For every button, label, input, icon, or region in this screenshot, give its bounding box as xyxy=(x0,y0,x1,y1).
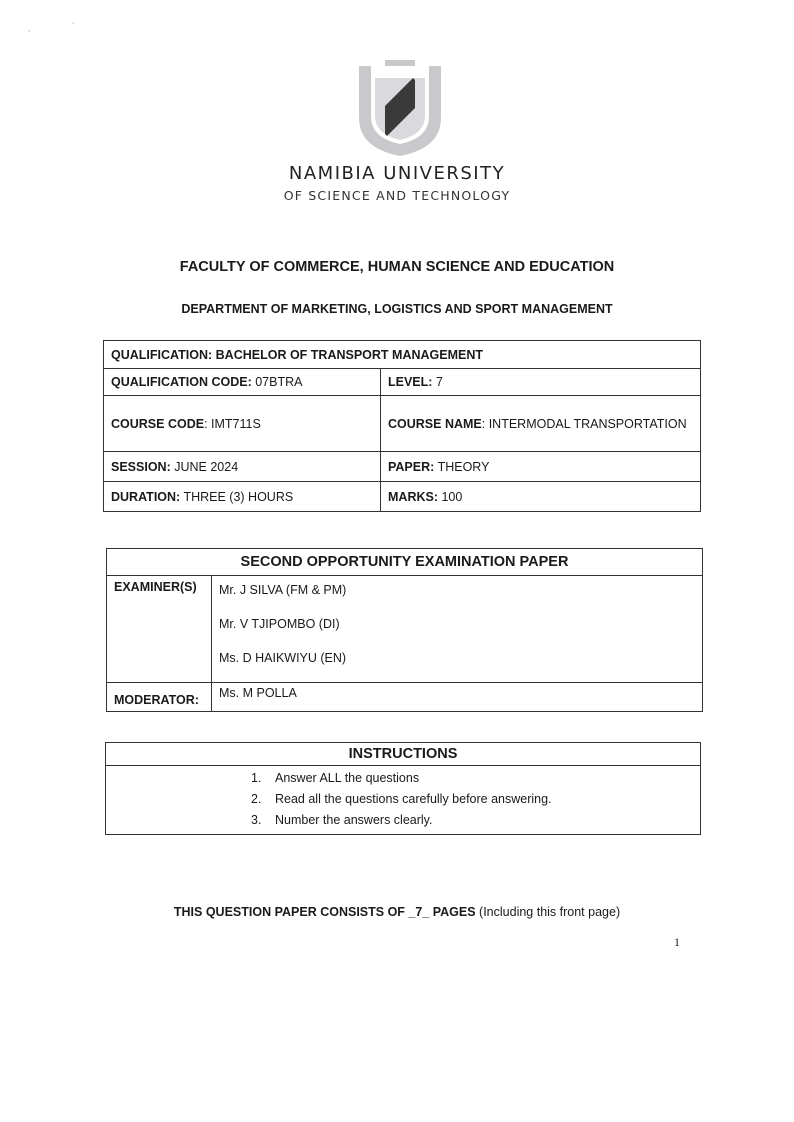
course-name-cell xyxy=(381,396,701,452)
examiner-item: Mr. J SILVA (FM & PM) xyxy=(219,583,347,597)
course-name-label: COURSE NAME xyxy=(388,416,482,431)
course-info-table xyxy=(103,340,701,512)
exam-heading: SECOND OPPORTUNITY EXAMINATION PAPER xyxy=(107,549,703,576)
marks-value: 100 xyxy=(441,489,463,504)
course-code-cell xyxy=(104,396,381,452)
duration-cell xyxy=(104,482,381,512)
list-item xyxy=(251,768,700,789)
moderator-label: MODERATOR: xyxy=(107,683,212,712)
qualification-code-label: QUALIFICATION CODE: xyxy=(111,375,252,389)
university-logo xyxy=(355,56,445,158)
item-text: Number the answers clearly. xyxy=(275,813,433,827)
course-name-value: : INTERMODAL TRANSPORTATION xyxy=(481,416,687,431)
level-label: LEVEL: xyxy=(388,375,433,389)
department-title: DEPARTMENT OF MARKETING, LOGISTICS AND SPORT MANAGEMENT xyxy=(181,302,613,316)
examiners-list xyxy=(212,576,703,683)
duration-label: DURATION: xyxy=(111,489,181,504)
university-subtitle: OF SCIENCE AND TECHNOLOGY xyxy=(283,188,511,203)
scan-speck: , xyxy=(28,24,31,33)
item-text: Read all the questions carefully before answering. xyxy=(275,792,552,806)
marks-label: MARKS: xyxy=(388,489,438,504)
course-code-value: : IMT711S xyxy=(204,416,261,431)
qualification-value: BACHELOR OF TRANSPORT MANAGEMENT xyxy=(215,347,483,362)
instructions-heading: INSTRUCTIONS xyxy=(106,743,701,766)
session-value: JUNE 2024 xyxy=(174,459,239,474)
page-count-bold: THIS QUESTION PAPER CONSISTS OF _7_ PAGES xyxy=(173,905,476,919)
examiner-item: Mr. V TJIPOMBO (DI) xyxy=(219,617,340,631)
duration-value: THREE (3) HOURS xyxy=(183,489,294,504)
qualification-label: QUALIFICATION: xyxy=(111,347,213,362)
list-item xyxy=(251,789,700,810)
qualification-code-cell xyxy=(104,369,381,396)
moderator-name: Ms. M POLLA xyxy=(212,683,703,712)
university-name: NAMIBIA UNIVERSITY xyxy=(288,163,506,184)
paper-value: THEORY xyxy=(437,459,490,474)
examiner-item: Ms. D HAIKWIYU (EN) xyxy=(219,651,347,665)
marks-cell xyxy=(381,482,701,512)
page-number: 1 xyxy=(674,935,680,949)
instructions-body xyxy=(106,766,701,835)
scan-speck: ` xyxy=(72,22,75,31)
instructions-list xyxy=(106,768,700,831)
level-cell xyxy=(381,369,701,396)
course-code-label: COURSE CODE xyxy=(111,416,205,431)
instructions-table xyxy=(105,742,701,835)
page-count-note xyxy=(0,905,794,919)
session-cell xyxy=(104,452,381,482)
paper-label: PAPER: xyxy=(388,459,435,474)
qualification-cell xyxy=(104,341,701,369)
list-item xyxy=(251,810,700,831)
page-count-normal: (Including this front page) xyxy=(475,905,621,919)
item-number: 3. xyxy=(251,813,262,827)
paper-cell xyxy=(381,452,701,482)
item-number: 2. xyxy=(251,792,262,806)
item-text: Answer ALL the questions xyxy=(275,771,420,785)
examiners-label: EXAMINER(S) xyxy=(107,576,212,683)
faculty-title: FACULTY OF COMMERCE, HUMAN SCIENCE AND EDUCATION xyxy=(179,259,615,275)
examination-table xyxy=(106,548,703,712)
level-value: 7 xyxy=(435,375,443,389)
session-label: SESSION: xyxy=(111,459,171,474)
qualification-code-value: 07BTRA xyxy=(255,375,303,389)
item-number: 1. xyxy=(251,771,262,785)
